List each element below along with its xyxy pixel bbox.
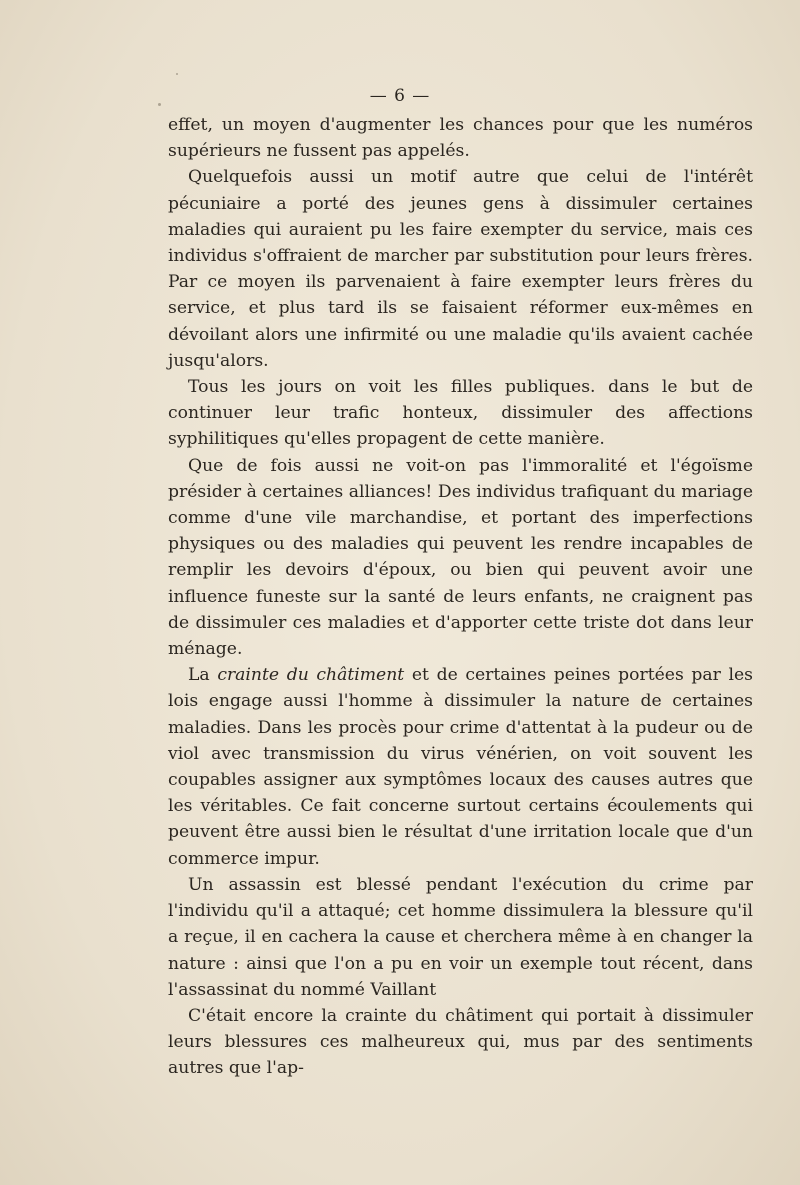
paragraph: Quelquefois aussi un motif autre que celui de l'intérêt pécuniaire a porté des jeunes gens à dissimuler certaines maladies qui auraient pu les faire exempter du service, mais ces individus s'offraient de marcher par substitution pour leurs frères. Par ce moyen ils parvenaient à faire exempter leurs frères du service, et plus tard ils se faisaient réformer eux-mêmes en dévoilant alors une infirmité ou une maladie qu'ils avaient cachée jusqu'alors. (168, 167, 753, 371)
paragraph: Que de fois aussi ne voit-on pas l'immoralité et l'égoïsme présider à certaines alliances! Des individus trafiquant du mariage comme d'une vile marchandise, et portant des imperfections physiques ou des maladies qui peuvent les rendre incapables de remplir les devoirs d'époux, ou bien qui peuvent avoir une influence funeste sur la santé de leurs enfants, ne craignent pas de dissimuler ces maladies et d'apporter cette triste dot dans leur ménage. (168, 455, 753, 660)
paragraph: Un assassin est blessé pendant l'exécution du crime par l'individu qu'il a attaqué; cet homme dissimulera la blessure qu'il a reçue, il en cachera la cause et cherchera même à en changer la nature : ainsi que l'on a pu en voir un exemple tout récent, dans l'assassinat du nommé Vaillant (168, 874, 753, 1000)
ink-spot (176, 73, 178, 75)
paragraph-lead: La (188, 665, 218, 686)
paragraph: Tous les jours on voit les filles publiques. dans le but de continuer leur trafic honteux, dissimuler des affections syphilitiques qu'elles propagent de cette manière. (168, 377, 753, 450)
paragraph-text: et de certaines peines portées par les lois engage aussi l'homme à dissimuler la nature de certaines maladies. Dans les procès pour crime d'attentat à la pudeur ou de viol avec transmission du virus vénérien, on voit souvent les coupables assigner aux symptômes locaux des causes autres que les véritables. Ce fait concerne surtout certains écoulements qui peuvent être aussi bien le résultat d'une irritation locale que d'un commerce impur. (168, 665, 754, 869)
body-text (168, 112, 753, 1082)
page-number: — 6 — (369, 86, 431, 106)
paragraph: C'était encore la crainte du châtiment qui portait à dissimuler leurs blessures ces malheureux qui, mus par des sentiments autres que l'ap- (168, 1005, 753, 1079)
paragraph: effet, un moyen d'augmenter les chances pour que les numéros supérieurs ne fussent pas appelés. (168, 115, 753, 162)
paragraph (168, 662, 753, 872)
emphasis-text: crainte du châtiment (217, 665, 405, 686)
